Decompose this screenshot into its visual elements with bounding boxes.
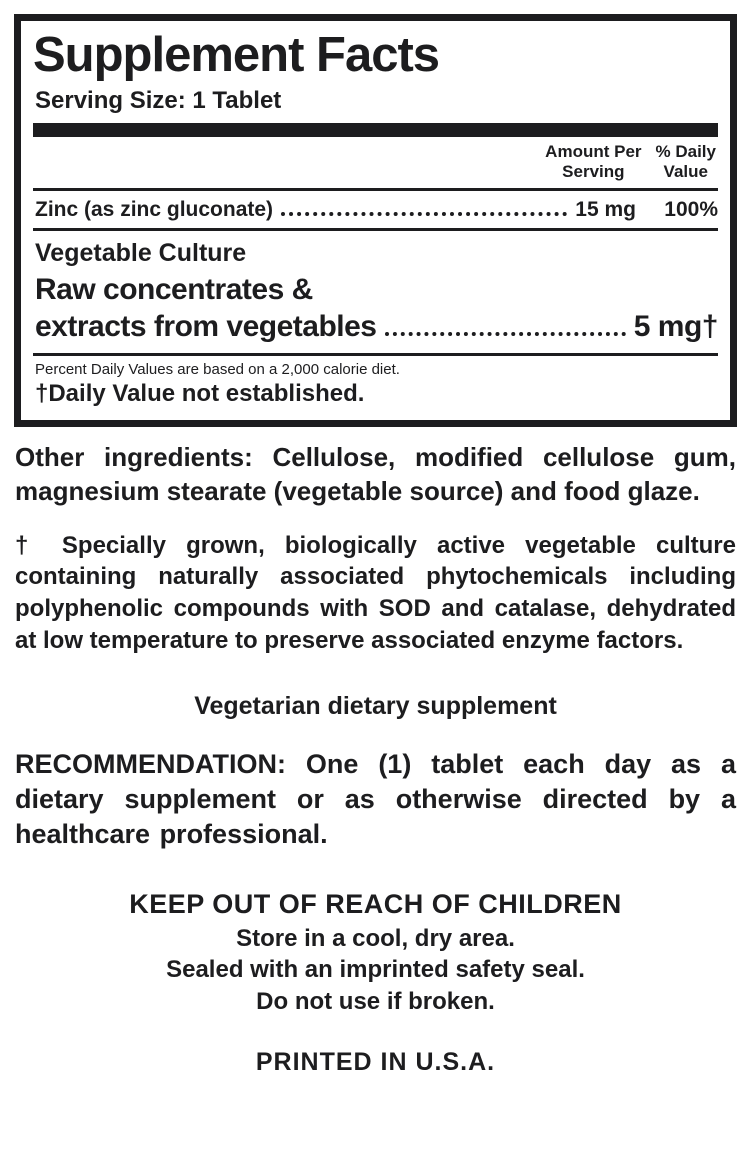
panel-title: Supplement Facts [33, 28, 440, 82]
nutrient-daily-value: 100% [664, 198, 718, 222]
storage-line: Store in a cool, dry area. [236, 924, 515, 952]
amount-header-line2: Serving [562, 162, 625, 182]
other-ingredients-text: Cellulose, modified cellulose gum, magnesium stearate (vegetable source) and food glaze. [15, 442, 736, 506]
blend-name-line2-row [35, 309, 718, 346]
other-ingredients [15, 441, 736, 508]
keep-out-of-reach-line: KEEP OUT OF REACH OF CHILDREN [129, 889, 622, 920]
recommendation-text: One (1) tablet each day as a dietary supplement or as otherwise directed by a healthcare professional. [15, 749, 736, 849]
dv-header-line1: % Daily [655, 141, 716, 161]
do-not-use-line: Do not use if broken. [256, 988, 495, 1016]
nutrient-row-zinc [33, 191, 718, 228]
dotted-leader [281, 212, 567, 216]
serving-size: Serving Size: 1 Tablet [35, 86, 282, 114]
amounts-header [33, 137, 718, 188]
dotted-leader [385, 332, 626, 336]
tagline: Vegetarian dietary supplement [194, 692, 557, 721]
nutrient-name: Zinc (as zinc gluconate) [35, 198, 274, 222]
amount-header-line1: Amount Per [545, 141, 642, 161]
vegetable-culture-note: † Specially grown, biologically active vegetable culture containing naturally associated phytochemicals including polyphenolic compounds with SOD and catalase, dehydrated at low temperature to preserve associated enzyme factors. [15, 531, 736, 654]
recommendation-paragraph [15, 747, 736, 851]
supplement-facts-panel [14, 14, 737, 427]
thick-rule [33, 123, 718, 137]
dv-not-established-footnote: †Daily Value not established. [35, 380, 365, 408]
dv-header-line2: Value [663, 162, 708, 182]
amount-per-serving-header [545, 142, 641, 182]
storage-warnings [0, 887, 751, 1018]
section-heading: Vegetable Culture [35, 239, 247, 268]
safety-seal-line: Sealed with an imprinted safety seal. [166, 956, 585, 984]
blend-name-line2: extracts from vegetables [35, 309, 377, 343]
recommendation-label: RECOMMENDATION: [15, 749, 286, 780]
supplement-label [0, 14, 751, 1161]
thin-rule [33, 353, 718, 356]
blend-name-line1: Raw concentrates & [35, 273, 313, 307]
blend-amount: 5 mg† [633, 309, 718, 343]
thin-rule [33, 228, 718, 231]
percent-dv-footnote: Percent Daily Values are based on a 2,000 calorie diet. [35, 361, 400, 379]
blend-row [35, 272, 718, 345]
daily-value-header [656, 142, 716, 182]
printed-in-usa: PRINTED IN U.S.A. [255, 1047, 496, 1076]
other-ingredients-label: Other ingredients: [15, 442, 253, 473]
nutrient-amount: 15 mg [575, 198, 636, 222]
